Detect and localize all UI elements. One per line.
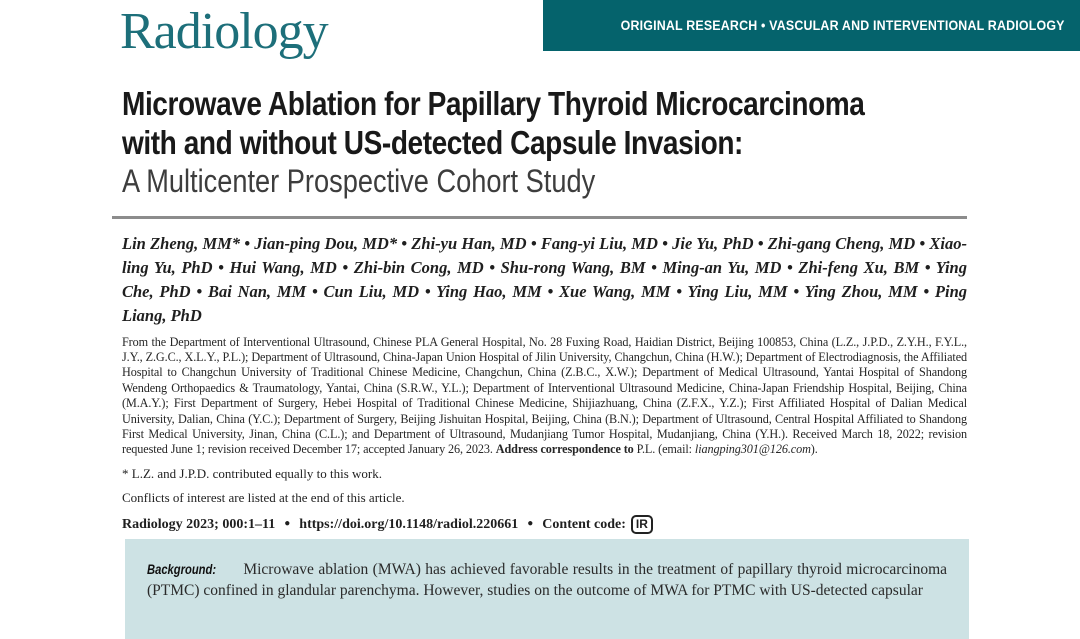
abstract-paragraph <box>147 559 947 601</box>
abstract-box <box>125 539 969 639</box>
bullet-separator-icon: ● <box>527 517 534 529</box>
correspondence-post-email: ). <box>810 442 818 457</box>
journal-citation: Radiology 2023; 000:1–11 <box>122 516 276 532</box>
title-divider <box>112 216 967 219</box>
abstract-background-text: Microwave ablation (MWA) has achieved favorable results in the treatment of papillary thyroid microcarcinoma (PTMC) confined in glandular parenchyma. However, studies on the outcome of MWA for PTMC with US-detected capsular <box>147 561 947 599</box>
title-line-2: with and without US-detected Capsule Invasion: <box>122 124 743 161</box>
title-line-1: Microwave Ablation for Papillary Thyroid Microcarcinoma <box>122 85 865 122</box>
journal-logo: Radiology <box>120 3 328 60</box>
article-header <box>122 84 967 534</box>
affiliations-paragraph <box>122 335 967 458</box>
affiliations-text: From the Department of Interventional Ultrasound, Chinese PLA General Hospital, No. 28 Fuxing Road, Haidian District, Beijing 100853, China (L.Z., J.P.D., Z.Y.H., F.Y.L., J.Y., Z.G.C., X.L.Y., P.L.); Department of Ultrasound, China-Japan Union Hospital of Jilin University, Changchun, China (H.W.); Department of Electrodiagnosis, the Affiliated Hospital to Changchun University of Traditional Chinese Medicine, Changchun, China (Z.B.C., X.W.); Department of Medical Ultrasound, Yantai Hospital of Shandong Wendeng Orthopaedics & Traumatology, Yantai, China (S.R.W., Y.L.); Department of Interventional Ultrasound Medicine, China-Japan Friendship Hospital, Beijing, China (M.A.Y.); First Department of Surgery, Hebei Hospital of Traditional Chinese Medicine, Shijiazhuang, China (Z.F.X., Y.Z.); First Affiliated Hospital of Dalian Medical University, Dalian, China (Y.C.); Department of Surgery, Beijing Jishuitan Hospital, Beijing, China (B.N.); Department of Ultrasound, Central Hospital Affiliated to Shandong First Medical University, Jinan, China (C.L.); and Department of Ultrasound, Mudanjiang Tumor Hospital, Mudanjiang, China (Y.H.). Received March 18, 2022; revision requested June 1; revision received December 17; accepted January 26, 2023. <box>122 334 967 457</box>
correspondence-label: Address correspondence to <box>495 442 634 457</box>
correspondence-pre-email: P.L. (email: <box>636 442 695 457</box>
conflicts-note: Conflicts of interest are listed at the end of this article. <box>122 489 405 505</box>
citation-line <box>122 515 967 534</box>
content-code-badge: IR <box>631 515 653 534</box>
equal-contribution-note: * L.Z. and J.P.D. contributed equally to this work. <box>122 465 382 481</box>
abstract-background-label: Background: <box>147 561 217 577</box>
authors-line: Lin Zheng, MM* • Jian-ping Dou, MD* • Zhi-yu Han, MD • Fang-yi Liu, MD • Jie Yu, PhD • Zhi-gang Cheng, MD • Xiao-ling Yu, PhD • Hui Wang, MD • Zhi-bin Cong, MD • Shu-rong Wang, BM • Ming-an Yu, MD • Zhi-feng Xu, BM • Ying Che, PhD • Bai Nan, MM • Cun Liu, MD • Ying Hao, MM • Xue Wang, MM • Ying Liu, MM • Ying Zhou, MM • Ping Liang, PhD <box>122 233 967 325</box>
banner-section-label: ORIGINAL RESEARCH • VASCULAR AND INTERVENTIONAL RADIOLOGY <box>620 18 1065 33</box>
article-subtitle: A Multicenter Prospective Cohort Study <box>122 163 596 199</box>
article-title <box>122 84 967 200</box>
correspondence-email-link[interactable]: liangping301@126.com <box>694 442 811 457</box>
bullet-separator-icon: ● <box>284 517 291 529</box>
content-code-label: Content code: <box>542 516 626 532</box>
doi-link[interactable]: https://doi.org/10.1148/radiol.220661 <box>299 516 519 532</box>
masthead-banner <box>543 0 1080 51</box>
